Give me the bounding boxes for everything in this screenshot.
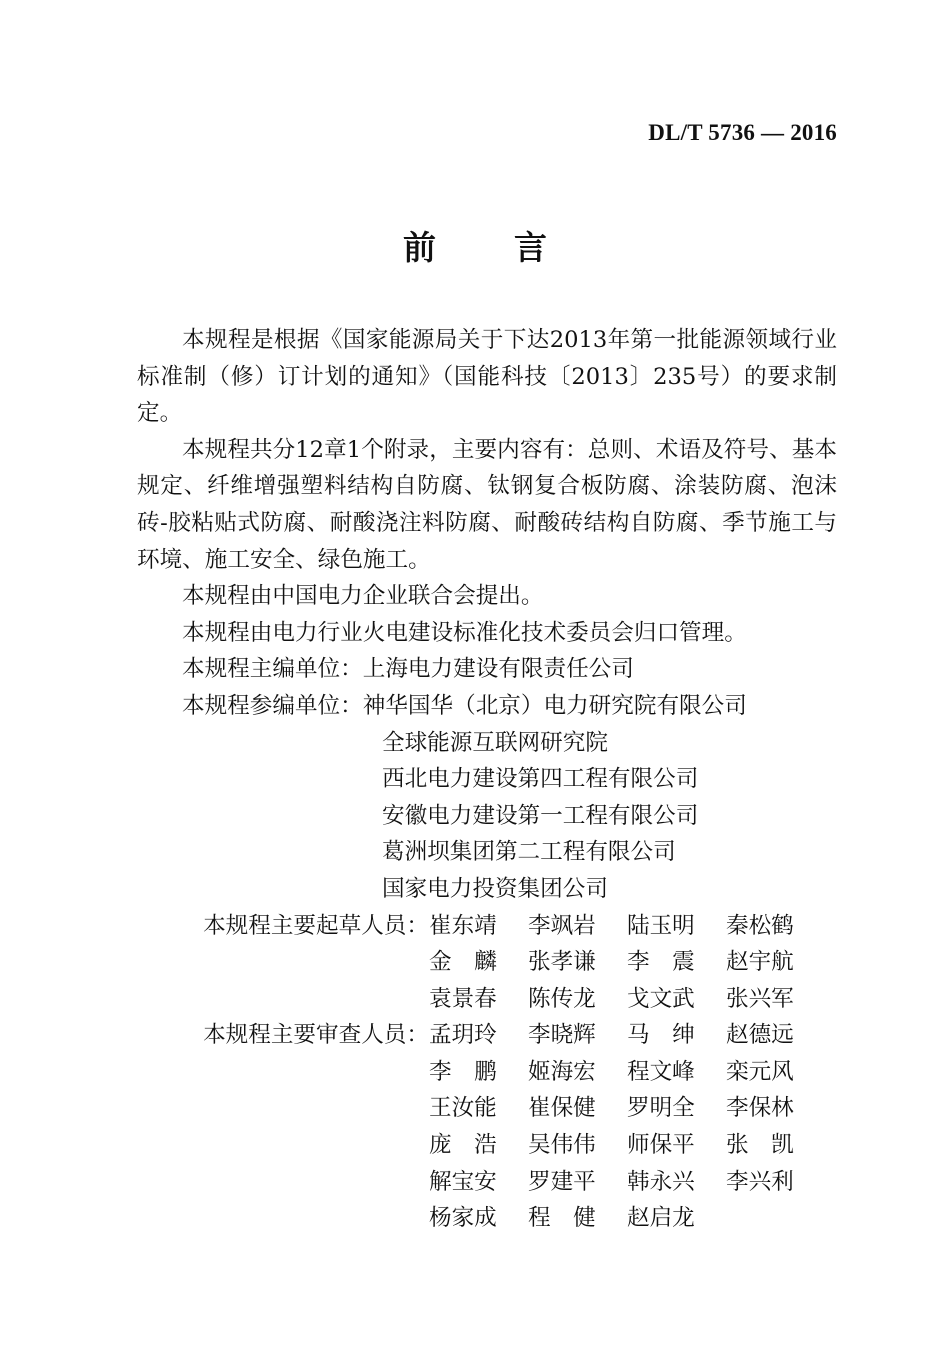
reviewers-label: 本规程主要审查人员： xyxy=(203,1022,429,1049)
co-editor-org: 神华国华（北京）电力研究院有限公司 xyxy=(362,692,747,719)
co-editor-row xyxy=(137,688,837,725)
person-name: 李晓辉 xyxy=(528,1022,596,1049)
reviewers-row xyxy=(137,1200,837,1237)
person-name: 程 健 xyxy=(528,1205,596,1232)
person-name: 戈文武 xyxy=(627,985,695,1012)
person-name xyxy=(726,1200,825,1237)
reviewers-row xyxy=(137,1164,837,1201)
person-name: 罗明全 xyxy=(627,1095,695,1122)
standard-code: DL/T 5736 — 2016 xyxy=(648,120,837,145)
reviewers-row xyxy=(137,1090,837,1127)
person-name: 杨家成 xyxy=(429,1205,497,1232)
person-name: 罗建平 xyxy=(528,1168,596,1195)
drafters-row xyxy=(137,981,837,1018)
person-name: 陆玉明 xyxy=(627,912,695,939)
preface-body xyxy=(137,322,837,1237)
person-name: 李保林 xyxy=(726,1095,794,1122)
person-name: 李兴利 xyxy=(726,1168,794,1195)
co-editor-org: 全球能源互联网研究院 xyxy=(382,729,608,756)
person-name: 李 鹏 xyxy=(429,1058,497,1085)
page-title: 前言 xyxy=(403,228,625,267)
person-name: 陈传龙 xyxy=(528,985,596,1012)
chief-editor-value: 上海电力建设有限责任公司 xyxy=(362,656,634,683)
person-name: 崔保健 xyxy=(528,1095,596,1122)
person-name: 李 震 xyxy=(627,949,695,976)
person-name: 吴伟伟 xyxy=(528,1132,596,1159)
person-name: 韩永兴 xyxy=(627,1168,695,1195)
person-name: 赵德远 xyxy=(726,1022,794,1049)
co-editor-label: 本规程参编单位： xyxy=(182,692,363,719)
statement-proposer: 本规程由中国电力企业联合会提出。 xyxy=(182,583,544,610)
person-name: 赵启龙 xyxy=(627,1205,695,1232)
person-name: 张兴军 xyxy=(726,985,794,1012)
person-name: 师保平 xyxy=(627,1132,695,1159)
paragraph-basis: 本规程是根据《国家能源局关于下达2013年第一批能源领域行业标准制（修）订计划的通知》（国能科技〔2013〕235号）的要求制定。 xyxy=(137,327,837,427)
person-name: 姬海宏 xyxy=(528,1058,596,1085)
reviewers-row xyxy=(137,1017,837,1054)
person-name: 金 麟 xyxy=(429,949,497,976)
person-name: 栾元风 xyxy=(726,1058,794,1085)
person-name: 马 绅 xyxy=(627,1022,695,1049)
person-name: 张孝谦 xyxy=(528,949,596,976)
chief-editor-row xyxy=(137,651,837,688)
co-editor-org: 国家电力投资集团公司 xyxy=(382,875,608,902)
person-name: 张 凯 xyxy=(726,1132,794,1159)
statement-management: 本规程由电力行业火电建设标准化技术委员会归口管理。 xyxy=(182,619,747,646)
person-name: 王汝能 xyxy=(429,1095,497,1122)
co-editor-org: 安徽电力建设第一工程有限公司 xyxy=(382,802,699,829)
person-name: 庞 浩 xyxy=(429,1132,497,1159)
person-name: 赵宇航 xyxy=(726,949,794,976)
person-name: 崔东靖 xyxy=(429,912,497,939)
person-name: 秦松鹤 xyxy=(726,912,794,939)
co-editor-org: 西北电力建设第四工程有限公司 xyxy=(382,766,699,793)
paragraph-contents: 本规程共分12章1个附录，主要内容有：总则、术语及符号、基本规定、纤维增强塑料结构自防腐、钛钢复合板防腐、涂装防腐、泡沫砖-胶粘贴式防腐、耐酸浇注料防腐、耐酸砖结构自防腐、季节施工与环境、施工安全、绿色施工。 xyxy=(137,436,837,573)
person-name: 程文峰 xyxy=(627,1058,695,1085)
reviewers-row xyxy=(137,1127,837,1164)
drafters-row xyxy=(137,944,837,981)
person-name: 袁景春 xyxy=(429,985,497,1012)
person-name: 李飒岩 xyxy=(528,912,596,939)
drafters-row xyxy=(137,908,837,945)
co-editor-org: 葛洲坝集团第二工程有限公司 xyxy=(382,839,676,866)
drafters-label: 本规程主要起草人员： xyxy=(203,912,429,939)
person-name: 解宝安 xyxy=(429,1168,497,1195)
reviewers-row xyxy=(137,1054,837,1091)
chief-editor-label: 本规程主编单位： xyxy=(182,656,363,683)
person-name: 孟玥玲 xyxy=(429,1022,497,1049)
